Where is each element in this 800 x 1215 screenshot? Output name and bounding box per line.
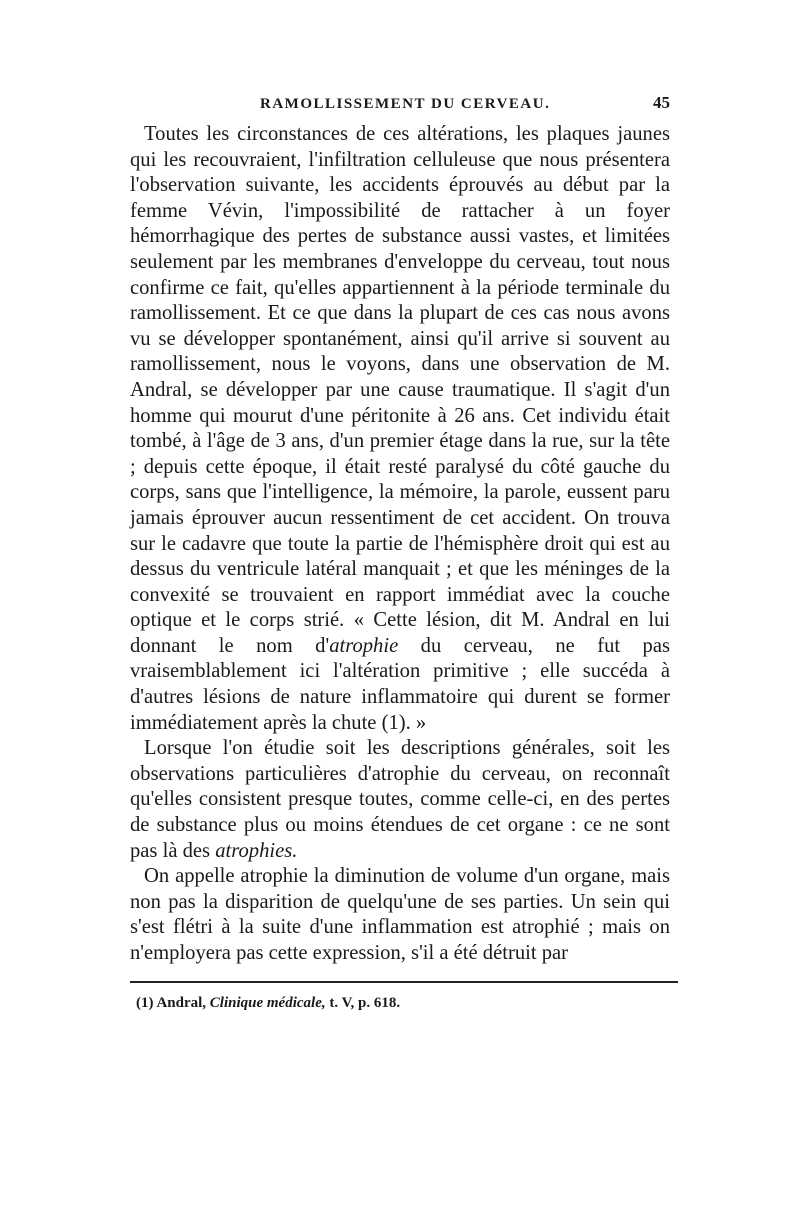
paragraph-3: [130, 864, 670, 966]
page: [130, 92, 670, 1012]
body-text: [130, 122, 670, 967]
footnote-title: Clinique médicale,: [209, 994, 326, 1011]
paragraph-1-italic: atrophie: [329, 634, 399, 657]
footnote-author: Andral,: [156, 994, 207, 1011]
footnote: [130, 995, 670, 1012]
paragraph-1: [130, 122, 670, 736]
footnote-ref: t. V, p. 618.: [329, 994, 401, 1011]
paragraph-2-italic: atrophies.: [215, 839, 298, 862]
paragraph-1-text-end: du cerveau, ne fut pas vraisemblablement ici l'altération primitive ; elle succéda à d'autres lésions de nature inflammatoire qui durent se former immédiatement après la chute (1). »: [130, 634, 670, 734]
paragraph-1-text: Toutes les circonstances de ces altérations, les plaques jaunes qui les recouvraient, l'infiltration celluleuse que nous présentera l'observation suivante, les accidents éprouvés au début par la femme Vévin, l'impossibilité de rattacher à un foyer hémorrhagique des pertes de substance aussi vastes, et limitées seulement par les membranes d'enveloppe du cerveau, tout nous confirme ce fait, qu'elles appartiennent à la période terminale du ramollissement. Et ce que dans la plupart de ces cas nous avons vu se développer spontanément, ainsi qu'il arrive si souvent au ramollissement, nous le voyons, dans une observation de M. Andral, se développer par une cause traumatique. Il s'agit d'un homme qui mourut d'une péritonite à 26 ans. Cet individu était tombé, à l'âge de 3 ans, d'un premier étage dans la rue, sur la tête ; depuis cette époque, il était resté paralysé du côté gauche du corps, sans que l'intelligence, la mémoire, la parole, eussent paru jamais éprouver aucun ressentiment de cet accident. On trouva sur le cadavre que toute la partie de l'hémisphère droit qui est au dessus du ventricule latéral manquait ; et que les méninges de la convexité se trouvaient en rapport immédiat avec la couche optique et le corps strié. « Cette lésion, dit M. Andral en lui donnant le nom d': [130, 123, 670, 657]
footnote-rule: [130, 981, 678, 983]
running-title: RAMOLLISSEMENT DU CERVEAU.: [260, 96, 551, 112]
paragraph-2-text: Lorsque l'on étudie soit les descriptions générales, soit les observations particulières d'atrophie du cerveau, on reconnaît qu'elles consistent presque toutes, comme celle-ci, en des pertes de substance plus ou moins étendues de cet organe : ce ne sont pas là des: [130, 737, 670, 862]
page-number: 45: [653, 93, 670, 112]
footnote-marker: (1): [136, 994, 154, 1011]
running-head: [130, 92, 670, 122]
paragraph-2: [130, 736, 670, 864]
paragraph-3-text: On appelle atrophie la diminution de volume d'un organe, mais non pas la disparition de quelqu'une de ses parties. Un sein qui s'est flétri à la suite d'une inflammation est atrophié ; mais on n'employera pas cette expression, s'il a été détruit par: [130, 865, 670, 964]
